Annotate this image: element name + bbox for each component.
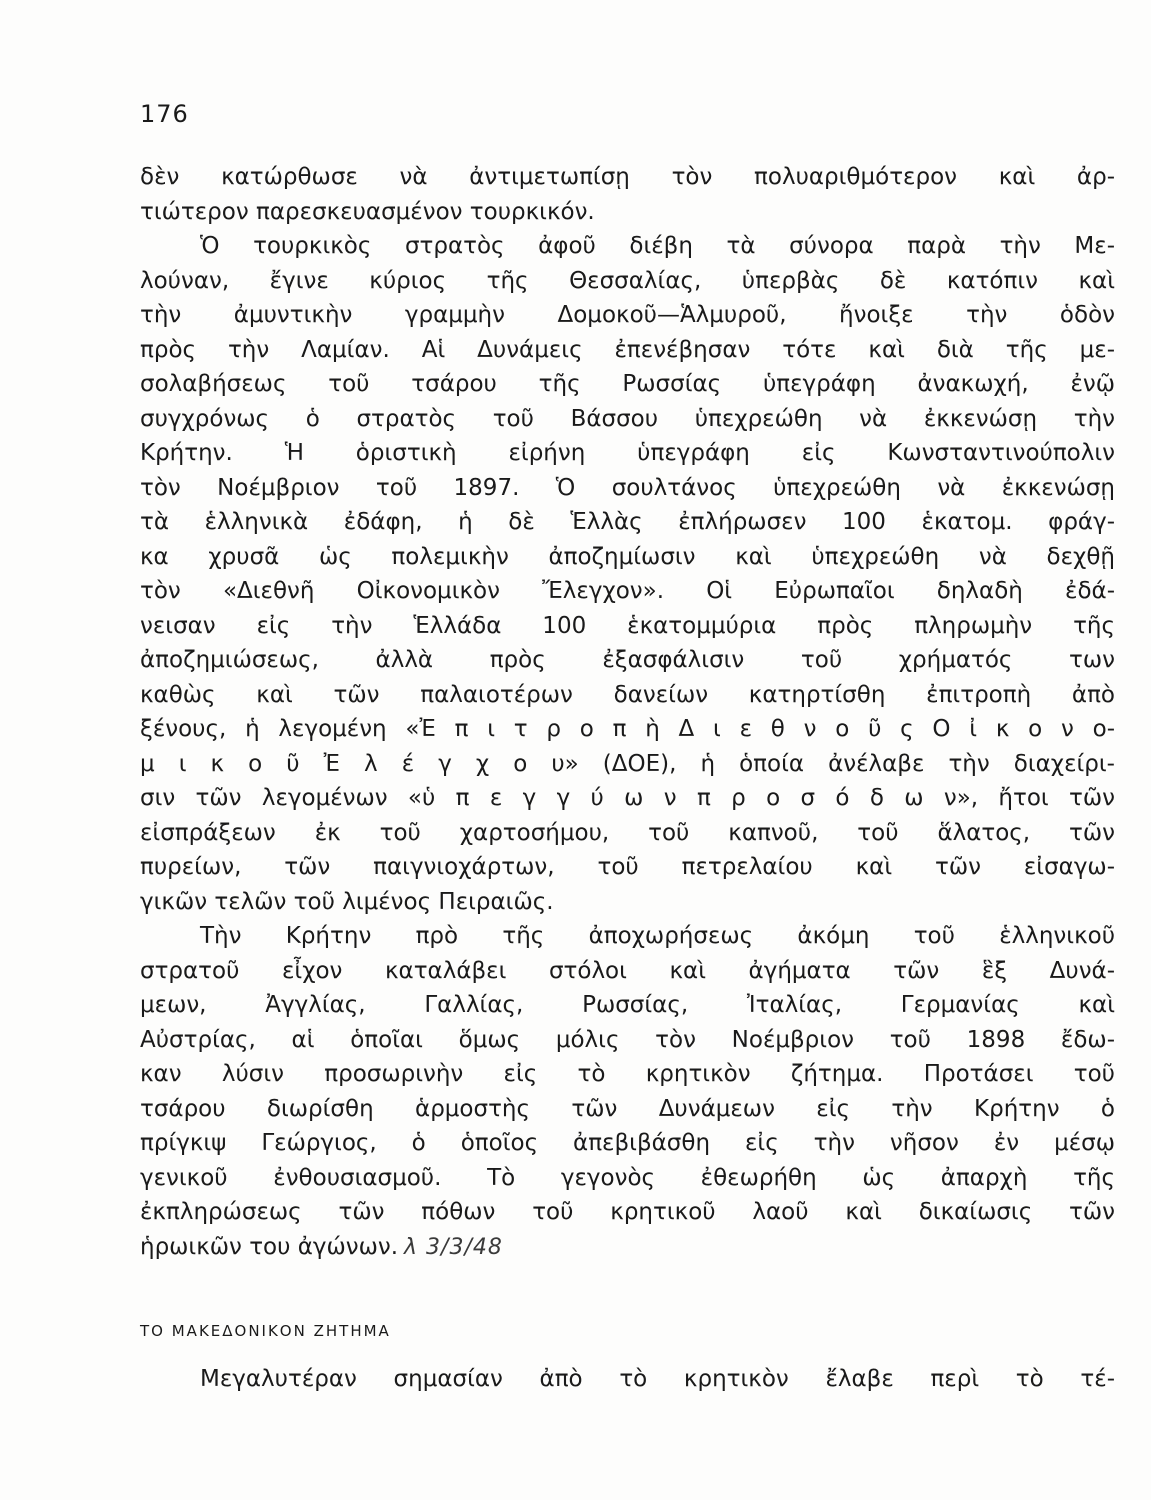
text-line: γενικοῦ ἐνθουσιασμοῦ. Τὸ γεγονὸς ἐθεωρήθη ὡς ἀπαρχὴ τῆς <box>140 1164 1115 1191</box>
body-text <box>140 160 1115 1264</box>
text-line: γικῶν τελῶν τοῦ λιμένος Πειραιῶς. <box>140 888 554 915</box>
text-line: Ὁ τουρκικὸς στρατὸς ἀφοῦ διέβη τὰ σύνορα παρὰ τὴν Με- <box>200 233 1115 259</box>
text-line: μ ι κ ο ῦ Ἐ λ έ γ χ ο υ» (ΔΟΕ), ἡ ὁποία ἀνέλαβε τὴν διαχείρι- <box>140 750 1115 777</box>
text-line: τὸν «Διεθνῆ Οἰκονομικὸν Ἔλεγχον». Οἱ Εὐρωπαῖοι δηλαδὴ ἐδά- <box>140 578 1115 604</box>
text-line: καθὼς καὶ τῶν παλαιοτέρων δανείων κατηρτίσθη ἐπιτροπὴ ἀπὸ <box>140 681 1115 708</box>
text-line: Τὴν Κρήτην πρὸ τῆς ἀποχωρήσεως ἀκόμη τοῦ ἑλληνικοῦ <box>200 923 1115 949</box>
text-line: δὲν κατώρθωσε νὰ ἀντιμετωπίσῃ τὸν πολυαριθμότερον καὶ ἀρ- <box>140 164 1115 190</box>
text-line: μεων, Ἀγγλίας, Γαλλίας, Ρωσσίας, Ἰταλίας, Γερμανίας καὶ <box>140 992 1115 1018</box>
handwritten-annotation: λ 3/3/48 <box>404 1234 503 1260</box>
text-line: τιώτερον παρεσκευασμένον τουρκικόν. <box>140 198 595 225</box>
page-number: 176 <box>140 100 189 128</box>
text-line: εἰσπράξεων ἐκ τοῦ χαρτοσήμου, τοῦ καπνοῦ, τοῦ ἅλατος, τῶν <box>140 819 1115 846</box>
final-text-line: Μεγαλυτέραν σημασίαν ἀπὸ τὸ κρητικὸν ἔλαβε περὶ τὸ τέ- <box>200 1366 1115 1392</box>
text-line: τσάρου διωρίσθη ἁρμοστὴς τῶν Δυνάμεων εἰς τὴν Κρήτην ὁ <box>140 1095 1115 1122</box>
text-line: Κρήτην. Ἡ ὁριστικὴ εἰρήνη ὑπεγράφη εἰς Κωνσταντινούπολιν <box>140 440 1115 466</box>
paragraph <box>140 919 1115 1264</box>
text-line: ξένους, ἡ λεγομένη «Ἐ π ι τ ρ ο π ὴ Δ ι ε θ ν ο ῦ ς Ο ἰ κ ο ν ο- <box>140 716 1115 742</box>
paragraph <box>140 160 1115 229</box>
text-line: πρὸς τὴν Λαμίαν. Αἱ Δυνάμεις ἐπενέβησαν τότε καὶ διὰ τῆς με- <box>140 336 1115 363</box>
text-line: λούναν, ἔγινε κύριος τῆς Θεσσαλίας, ὑπερβὰς δὲ κατόπιν καὶ <box>140 267 1115 294</box>
text-line: ἀποζημιώσεως, ἀλλὰ πρὸς ἐξασφάλισιν τοῦ χρήματός των <box>140 647 1115 673</box>
text-line: σολαβήσεως τοῦ τσάρου τῆς Ρωσσίας ὑπεγράφη ἀνακωχή, ἐνῷ <box>140 371 1115 397</box>
paragraph <box>140 229 1115 919</box>
text-line: κα χρυσᾶ ὡς πολεμικὴν ἀποζημίωσιν καὶ ὑπεχρεώθη νὰ δεχθῇ <box>140 543 1115 570</box>
text-line: συγχρόνως ὁ στρατὸς τοῦ Βάσσου ὑπεχρεώθη νὰ ἐκκενώσῃ τὴν <box>140 405 1115 432</box>
text-line: Αὐστρίας, αἱ ὁποῖαι ὅμως μόλις τὸν Νοέμβριον τοῦ 1898 ἔδω- <box>140 1026 1115 1053</box>
text-line: τὸν Νοέμβριον τοῦ 1897. Ὁ σουλτάνος ὑπεχρεώθη νὰ ἐκκενώσῃ <box>140 474 1115 501</box>
text-line: καν λύσιν προσωρινὴν εἰς τὸ κρητικὸν ζήτημα. Προτάσει τοῦ <box>140 1061 1115 1087</box>
text-line: ἡρωικῶν του ἀγώνων. λ 3/3/48 <box>140 1233 503 1260</box>
text-line: σιν τῶν λεγομένων «ὑ π ε γ γ ύ ω ν π ρ ο σ ό δ ω ν», ἤτοι τῶν <box>140 785 1115 811</box>
text-line: τὴν ἀμυντικὴν γραμμὴν Δομοκοῦ—Ἁλμυροῦ, ἤνοιξε τὴν ὁδὸν <box>140 302 1115 328</box>
text-line: τὰ ἑλληνικὰ ἐδάφη, ἡ δὲ Ἑλλὰς ἐπλήρωσεν 100 ἑκατομ. φράγ- <box>140 509 1115 535</box>
text-line: πυρείων, τῶν παιγνιοχάρτων, τοῦ πετρελαίου καὶ τῶν εἰσαγω- <box>140 854 1115 880</box>
section-heading: ΤΟ ΜΑΚΕΔΟΝΙΚΟΝ ΖΗΤΗΜΑ <box>140 1322 391 1340</box>
text-line: στρατοῦ εἶχον καταλάβει στόλοι καὶ ἀγήματα τῶν ἓξ Δυνά- <box>140 957 1115 984</box>
text-line: ἐκπληρώσεως τῶν πόθων τοῦ κρητικοῦ λαοῦ καὶ δικαίωσις τῶν <box>140 1199 1115 1225</box>
text-line: νεισαν εἰς τὴν Ἑλλάδα 100 ἑκατομμύρια πρὸς πληρωμὴν τῆς <box>140 612 1115 639</box>
text-line: πρίγκιψ Γεώργιος, ὁ ὁποῖος ἀπεβιβάσθη εἰς τὴν νῆσον ἐν μέσῳ <box>140 1130 1115 1156</box>
